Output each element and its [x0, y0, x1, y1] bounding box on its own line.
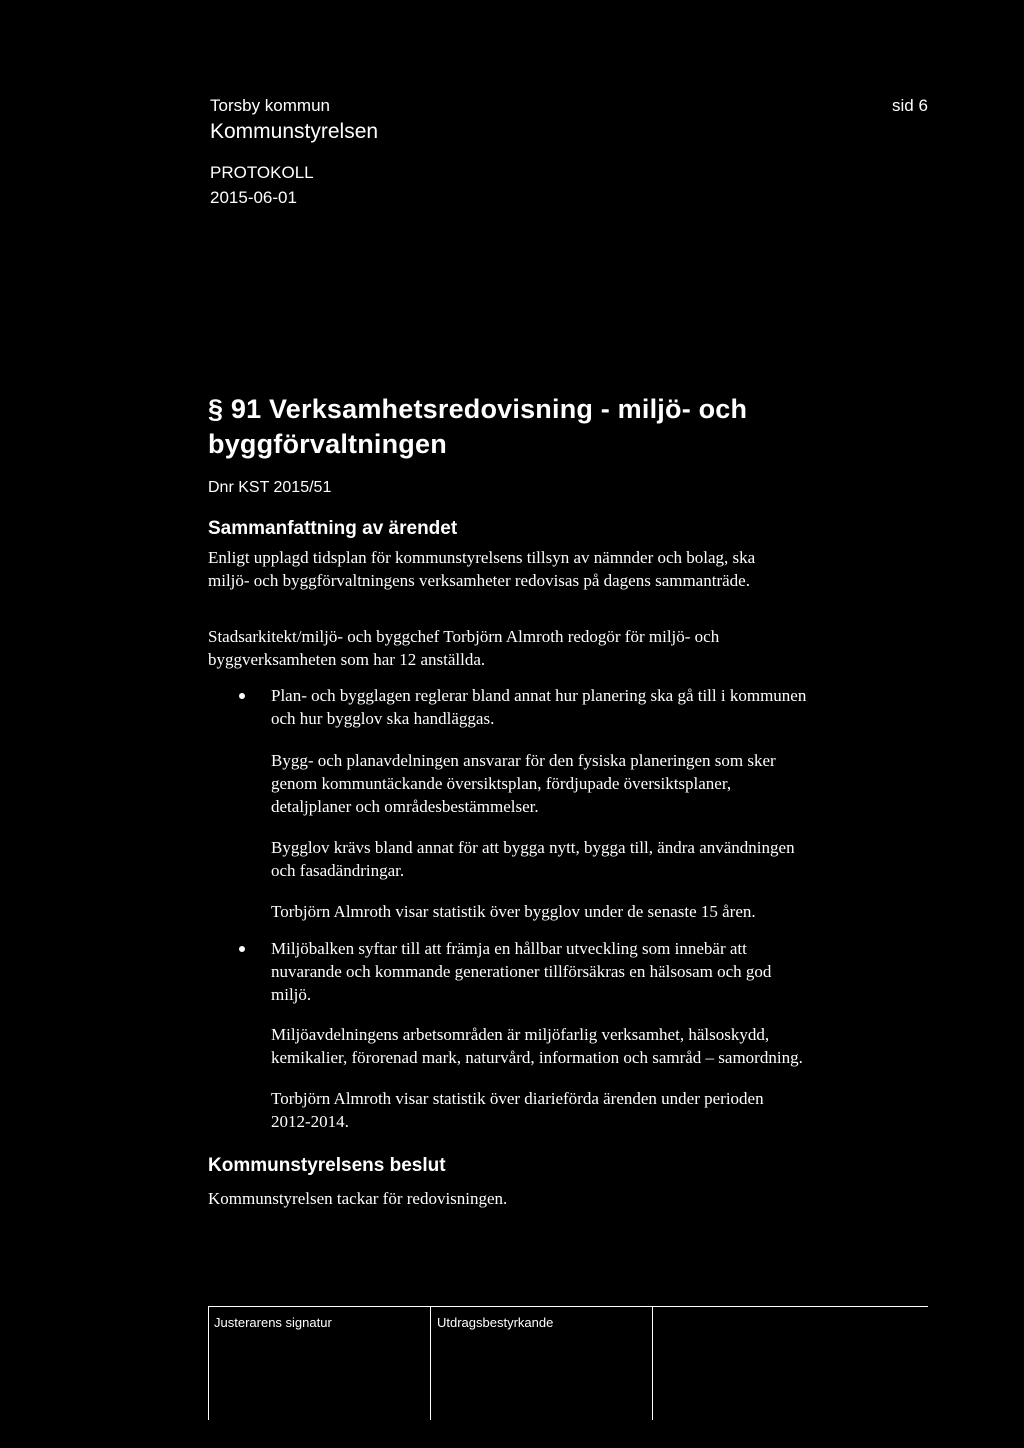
text-line: Bygg- och planavdelningen ansvarar för den fysiska planeringen som sker	[271, 751, 776, 770]
section-title-line2: byggförvaltningen	[208, 429, 447, 459]
bullet-1-subparagraph-1	[271, 749, 776, 818]
text-line: Bygglov krävs bland annat för att bygga nytt, bygga till, ändra användningen	[271, 838, 795, 857]
signature-box-divider	[430, 1306, 431, 1420]
text-line: Stadsarkitekt/miljö- och byggchef Torbjörn Almroth redogör för miljö- och	[208, 627, 720, 646]
municipality-name: Torsby kommun	[210, 96, 330, 115]
bullet-2-subparagraph-2	[271, 1087, 764, 1133]
board-name: Kommunstyrelsen	[210, 120, 379, 143]
text-line: och hur bygglov ska handläggas.	[271, 709, 495, 728]
decision-heading: Kommunstyrelsens beslut	[208, 1155, 446, 1176]
text-line: detaljplaner och områdesbestämmelser.	[271, 797, 539, 816]
meeting-date: 2015-06-01	[210, 188, 297, 207]
text-line: Torbjörn Almroth visar statistik över diarieförda ärenden under perioden	[271, 1089, 764, 1108]
text-line: Plan- och bygglagen reglerar bland annat hur planering ska gå till i kommunen	[271, 686, 807, 705]
signature-box-divider	[652, 1306, 653, 1420]
extract-certification-label: Utdragsbestyrkande	[437, 1315, 554, 1330]
section-title-line1: 91 Verksamhetsredovisning - miljö- och	[230, 394, 748, 424]
signature-box-left-border	[208, 1306, 209, 1420]
text-line: kemikalier, förorenad mark, naturvård, information och samråd – samordning.	[271, 1048, 803, 1067]
paragraph-symbol: §	[208, 394, 224, 424]
text-line: nuvarande och kommande generationer tillförsäkras en hälsosam och god	[271, 962, 772, 981]
text-line: Miljöbalken syftar till att främja en hållbar utveckling som innebär att	[271, 939, 747, 958]
text-line: byggverksamheten som har 12 anställda.	[208, 650, 486, 669]
summary-paragraph-1	[208, 546, 755, 592]
text-line: 2012-2014.	[271, 1112, 349, 1131]
text-line: miljö.	[271, 985, 312, 1004]
bullet-1-subparagraph-2	[271, 836, 795, 882]
bullet-dot	[239, 946, 245, 952]
text-line: miljö- och byggförvaltningens verksamheter redovisas på dagens sammanträde.	[208, 571, 750, 590]
bullet-1-text	[271, 684, 806, 730]
text-line: Enligt upplagd tidsplan för kommunstyrelsens tillsyn av nämnder och bolag, ska	[208, 548, 756, 567]
signature-box-top-border	[208, 1306, 928, 1307]
summary-paragraph-2	[208, 625, 719, 671]
page-number: sid 6	[892, 96, 928, 115]
diary-number: Dnr KST 2015/51	[208, 479, 332, 496]
text-line: och fasadändringar.	[271, 861, 405, 880]
bullet-2-text	[271, 937, 771, 1006]
bullet-dot	[239, 693, 245, 699]
text-line: Miljöavdelningens arbetsområden är miljöfarlig verksamhet, hälsoskydd,	[271, 1025, 770, 1044]
section-title	[208, 393, 747, 426]
bullet-2-subparagraph-1	[271, 1023, 803, 1069]
decision-text: Kommunstyrelsen tackar för redovisningen.	[208, 1189, 508, 1208]
document-type: PROTOKOLL	[210, 163, 314, 182]
text-line: genom kommuntäckande översiktsplan, fördjupade översiktsplaner,	[271, 774, 732, 793]
summary-heading: Sammanfattning av ärendet	[208, 518, 458, 539]
bullet-1-subparagraph-3: Torbjörn Almroth visar statistik över bygglov under de senaste 15 åren.	[271, 902, 756, 921]
adjuster-signature-label: Justerarens signatur	[214, 1315, 332, 1330]
